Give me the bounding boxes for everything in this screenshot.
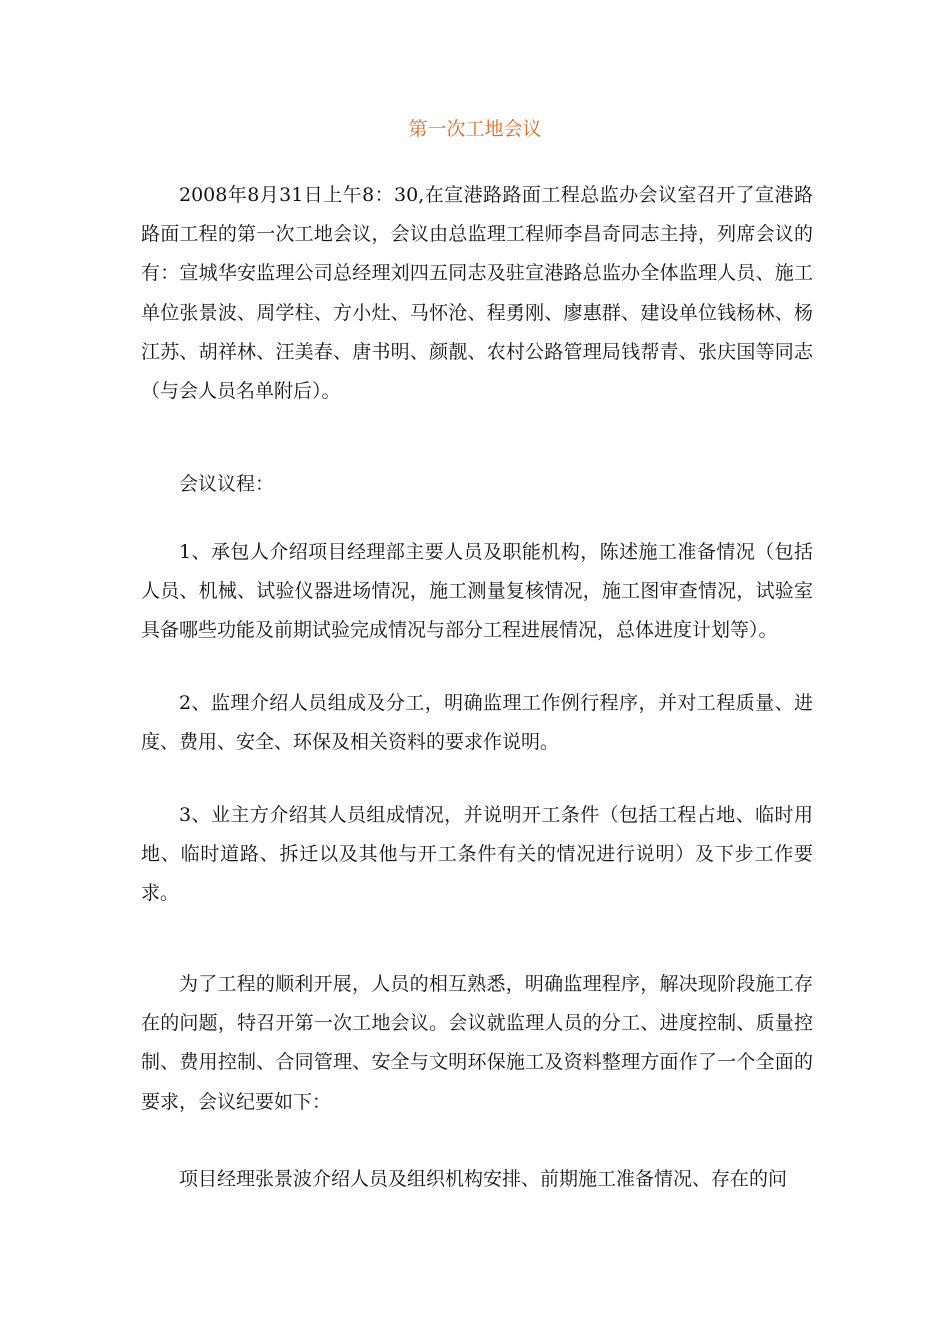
- paragraph-agenda-heading: 会议议程：: [179, 473, 275, 495]
- paragraph-agenda-item-3: 3、业主方介绍其人员组成情况，并说明开工条件（包括工程占地、临时用地、临时道路、拆迁以及其他与开工条件有关的情况进行说明）及下步工作要求。: [141, 804, 813, 905]
- paragraph-meeting-intro: 2008年8月31日上午8：30,在宣港路路面工程总监办会议室召开了宣港路路面工程的第一次工地会议，会议由总监理工程师李昌奇同志主持，列席会议的有：宣城华安监理公司总经理刘四五同志及驻宣港路总监办全体监理人员、施工单位张景波、周学柱、方小灶、马怀沧、程勇刚、廖惠群、建设单位钱杨林、杨江苏、胡祥林、汪美春、唐书明、颜靓、农村公路管理局钱帮青、张庆国等同志（与会人员名单附后）。: [141, 184, 813, 403]
- paragraph-agenda-item-2: 2、监理介绍人员组成及分工，明确监理工作例行程序，并对工程质量、进度、费用、安全、环保及相关资料的要求作说明。: [141, 692, 813, 754]
- paragraph-meeting-purpose: 为了工程的顺利开展，人员的相互熟悉，明确监理程序，解决现阶段施工存在的问题，特召开第一次工地会议。会议就监理人员的分工、进度控制、质量控制、费用控制、合同管理、安全与文明环保施工及资料整理方面作了一个全面的要求，会议纪要如下：: [141, 973, 813, 1113]
- paragraph-project-manager: 项目经理张景波介绍人员及组织机构安排、前期施工准备情况、存在的问: [179, 1168, 788, 1190]
- paragraph-agenda-item-1: 1、承包人介绍项目经理部主要人员及职能机构，陈述施工准备情况（包括人员、机械、试验仪器进场情况，施工测量复核情况，施工图审查情况，试验室具备哪些功能及前期试验完成情况与部分工程进展情况，总体进度计划等）。: [141, 541, 813, 642]
- document-title: 第一次工地会议: [408, 118, 542, 140]
